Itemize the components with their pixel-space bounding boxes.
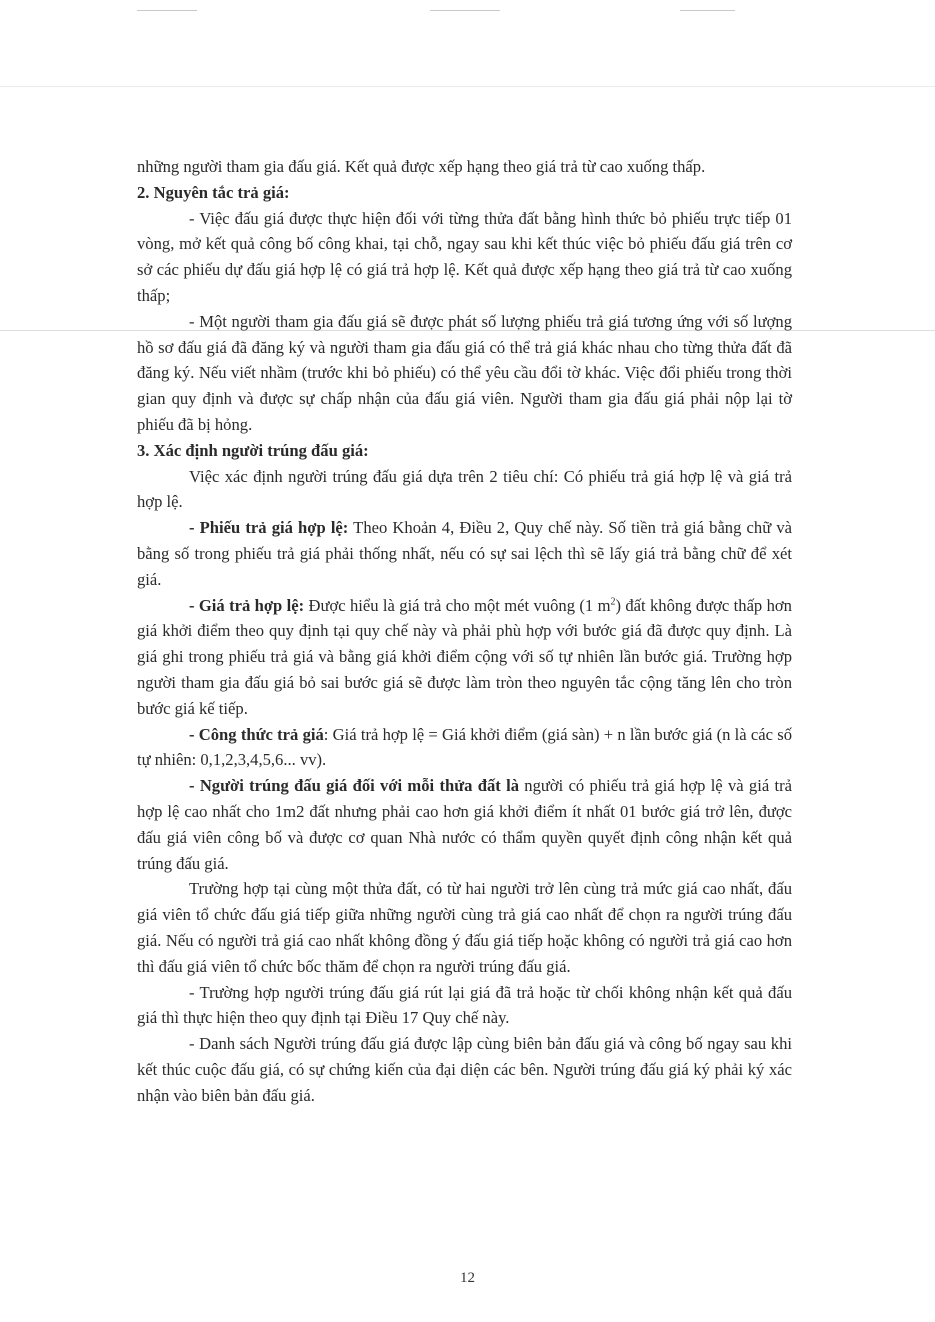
scan-artifact-line: [0, 86, 935, 87]
section-2-paragraph-2: - Một người tham gia đấu giá sẽ được phát số lượng phiếu trả giá tương ứng với số lượng hồ sơ đấu giá đã đăng ký và người tham gia đấu giá có thể trả giá khác nhau cho từng thửa đất đã đăng ký. Nếu viết nhầm (trước khi bỏ phiếu) có thể yêu cầu đổi tờ khác. Việc đổi phiếu trong thời gian quy định và được sự chấp nhận của đấu giá viên. Người tham gia đấu giá phải nộp lại tờ phiếu đã bị hỏng.: [137, 311, 792, 434]
section-3-heading: 3. Xác định người trúng đấu giá:: [137, 440, 369, 460]
winner-list-paragraph: - Danh sách Người trúng đấu giá được lập cùng biên bản đấu giá và công bố ngay sau khi kết thúc cuộc đấu giá, có sự chứng kiến của đại diện các bên. Người trúng đấu giá ký phải ký xác nhận vào biên bản đấu giá.: [137, 1034, 792, 1105]
valid-price-paragraph: [137, 593, 792, 722]
section-2-heading: 2. Nguyên tắc trả giá:: [137, 182, 290, 202]
intro-continuation: những người tham gia đấu giá. Kết quả được xếp hạng theo giá trả từ cao xuống thấp.: [137, 157, 706, 176]
document-body: [137, 154, 792, 1108]
formula-paragraph: [137, 722, 792, 774]
page-number: 12: [460, 1270, 475, 1286]
valid-price-label: - Giá trả hợp lệ:: [189, 595, 305, 615]
formula-text: : Giá trả hợp lệ = Giá khởi điểm (giá sàn) + n lần bước giá (n là các số tự nhiên: 0,1,2,3,4,5,6... vv).: [137, 724, 792, 770]
scan-header-marks: [0, 0, 935, 40]
valid-bid-form-paragraph: [137, 515, 792, 592]
valid-bid-form-label: - Phiếu trả giá hợp lệ:: [189, 518, 349, 538]
valid-price-text-a: Được hiểu là giá trả cho một mét vuông (1 m: [304, 595, 611, 615]
valid-price-text-b: ) đất không được thấp hơn giá khởi điểm theo quy định tại quy chế này và phải phù hợp với bước giá đã được quy định. Là giá ghi trong phiếu trả giá và bằng giá khởi điểm cộng với số tự nhiên lần bước giá. Trường hợp người tham gia đấu giá bỏ sai bước giá sẽ được làm tròn theo nguyên tắc cộng tăng lên cho tròn bước giá kế tiếp.: [137, 595, 792, 718]
scan-mark: [430, 10, 500, 11]
valid-bid-form-text: Theo Khoản 4, Điều 2, Quy chế này. Số tiền trả giá bằng chữ và bằng số trong phiếu trả giá phải thống nhất, nếu có sự sai lệch thì sẽ lấy giá trả bằng chữ để xét giá.: [137, 518, 792, 589]
winner-paragraph: [137, 773, 792, 876]
scan-mark: [680, 10, 735, 11]
scan-mark: [137, 10, 197, 11]
section-2-paragraph-1: - Việc đấu giá được thực hiện đối với từng thửa đất bằng hình thức bỏ phiếu trực tiếp 01 vòng, mở kết quả công bố công khai, tại chỗ, ngay sau khi kết thúc việc bỏ phiếu đấu giá trên cơ sở các phiếu dự đấu giá hợp lệ có giá trả hợp lệ. Kết quả được xếp hạng theo giá trả từ cao xuống thấp;: [137, 208, 792, 305]
valid-price-superscript: 2: [610, 596, 616, 608]
winner-label: - Người trúng đấu giá đối với mỗi thửa đất là: [189, 776, 520, 796]
winner-text: người có phiếu trả giá hợp lệ và giá trả hợp lệ cao nhất cho 1m2 đất nhưng phải cao hơn giá khởi điểm ít nhất 01 bước giá trở lên, được đấu giá viên công bố và được cơ quan Nhà nước có thẩm quyền quyết định công nhận kết quả trúng đấu giá.: [137, 776, 792, 873]
section-3-criteria: Việc xác định người trúng đấu giá dựa trên 2 tiêu chí: Có phiếu trả giá hợp lệ và giá trả hợp lệ.: [137, 466, 792, 512]
tie-case-paragraph: Trường hợp tại cùng một thửa đất, có từ hai người trở lên cùng trả mức giá cao nhất, đấu giá viên tổ chức đấu giá tiếp giữa những người cùng trả giá cao nhất để chọn ra người trúng đấu giá. Nếu có người trả giá cao nhất không đồng ý đấu giá tiếp hoặc không có người trả giá cao hơn thì đấu giá viên tổ chức bốc thăm để chọn ra người trúng đấu giá.: [137, 879, 792, 976]
formula-label: - Công thức trả giá: [189, 724, 324, 744]
withdraw-case-paragraph: - Trường hợp người trúng đấu giá rút lại giá đã trả hoặc từ chối không nhận kết quả đấu giá thì thực hiện theo quy định tại Điều 17 Quy chế này.: [137, 982, 792, 1028]
